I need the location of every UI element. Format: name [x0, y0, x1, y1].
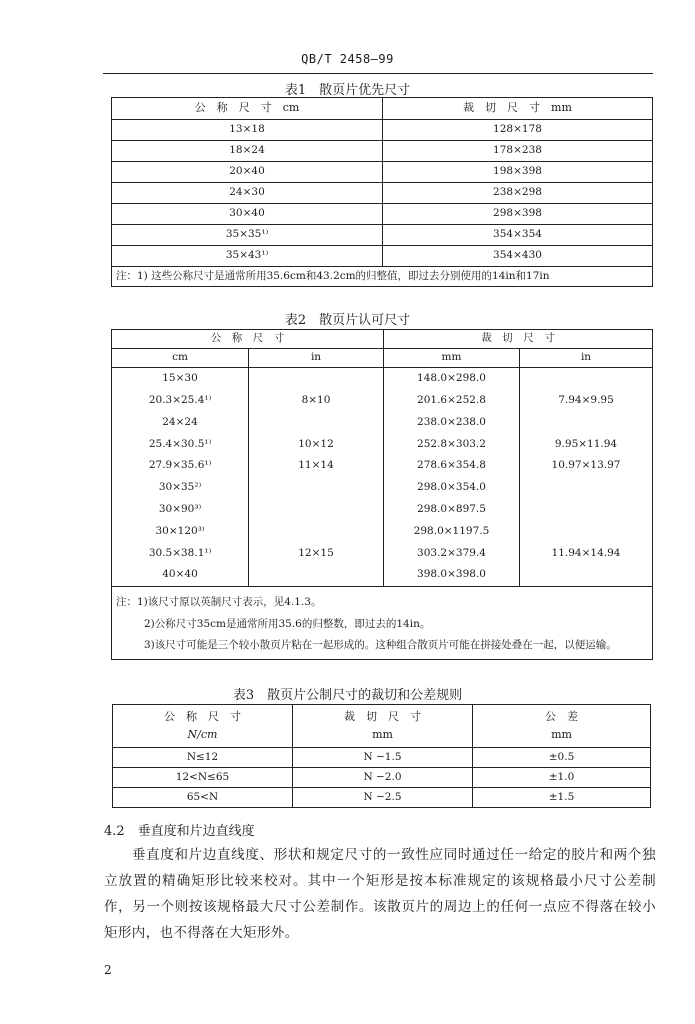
table3-cell: N −1.5: [293, 748, 473, 768]
table2-cell: 148.0×298.0: [384, 368, 520, 390]
table2-cell: [520, 499, 653, 521]
table2-note-2: 2)公称尺寸35cm是通常所用35.6的归整数，即过去的14in。: [144, 617, 431, 630]
table2-caption: 表2 散页片认可尺寸: [284, 313, 411, 328]
table1-cell: 13×18: [112, 120, 383, 141]
table2-cell: [249, 368, 384, 390]
table2-cell: 398.0×398.0: [384, 564, 520, 586]
table2-cell: [249, 521, 384, 543]
page-number: 2: [104, 963, 112, 977]
table3-caption: 表3 散页片公制尺寸的裁切和公差规则: [232, 688, 463, 703]
table2-group-cut: 裁 切 尺 寸: [384, 330, 653, 349]
table3-cell: ±1.0: [473, 768, 651, 788]
table3-header-nominal: 公 称 尺 寸 N/cm: [113, 705, 293, 748]
table1-cell: 35×43¹⁾: [112, 246, 383, 267]
table2-cell: 30.5×38.1¹⁾: [112, 542, 249, 564]
table1-cell: 238×298: [383, 183, 653, 204]
table2-cell: [249, 564, 384, 586]
table1-cell: 128×178: [383, 120, 653, 141]
table2-cell: 15×30: [112, 368, 249, 390]
table1-cell: 198×398: [383, 162, 653, 183]
table2-notes: [112, 586, 653, 659]
table2-cell: [249, 412, 384, 434]
table2-cell: 30×90³⁾: [112, 499, 249, 521]
table3-cell: ±0.5: [473, 748, 651, 768]
table2-cell: [520, 477, 653, 499]
table3-cell: 65<N: [113, 788, 293, 808]
table2-cell: 27.9×35.6¹⁾: [112, 455, 249, 477]
table3: [112, 704, 651, 808]
table1: [111, 97, 653, 287]
table2-cell: [520, 368, 653, 390]
table2-unit: mm: [384, 349, 520, 368]
table2-cell: [520, 564, 653, 586]
table1-note: 注：1) 这些公称尺寸是通常所用35.6cm和43.2cm的归整值，即过去分别使用的14in和17in: [112, 267, 653, 287]
table1-cell: 354×430: [383, 246, 653, 267]
table2-cell: 8×10: [249, 390, 384, 412]
table2-cell: 30×35²⁾: [112, 477, 249, 499]
table2-cell: 9.95×11.94: [520, 433, 653, 455]
table1-cell: 298×398: [383, 204, 653, 225]
table2-cell: 25.4×30.5¹⁾: [112, 433, 249, 455]
table2-cell: 30×120³⁾: [112, 521, 249, 543]
table1-cell: 35×35¹⁾: [112, 225, 383, 246]
table2-cell: 238.0×238.0: [384, 412, 520, 434]
section-title: 4.2 垂直度和片边直线度: [104, 824, 255, 839]
table3-cell: ±1.5: [473, 788, 651, 808]
table2-cell: 24×24: [112, 412, 249, 434]
table3-header-tolerance: 公 差 mm: [473, 705, 651, 748]
table3-cell: N −2.5: [293, 788, 473, 808]
table2-cell: 298.0×354.0: [384, 477, 520, 499]
table2-cell: 201.6×252.8: [384, 390, 520, 412]
table1-cell: 178×238: [383, 141, 653, 162]
table1-cell: 24×30: [112, 183, 383, 204]
table2-cell: 10.97×13.97: [520, 455, 653, 477]
table3-cell: N −2.0: [293, 768, 473, 788]
table2-cell: 298.0×1197.5: [384, 521, 520, 543]
table2-cell: 278.6×354.8: [384, 455, 520, 477]
table2-cell: 252.8×303.2: [384, 433, 520, 455]
table2-cell: 20.3×25.4¹⁾: [112, 390, 249, 412]
table2-cell: 40×40: [112, 564, 249, 586]
table2-cell: [249, 499, 384, 521]
table3-cell: 12<N≤65: [113, 768, 293, 788]
table2-cell: 11×14: [249, 455, 384, 477]
table2-unit: in: [520, 349, 653, 368]
table2-cell: 7.94×9.95: [520, 390, 653, 412]
table1-caption: 表1 散页片优先尺寸: [284, 83, 411, 98]
table2-cell: [520, 521, 653, 543]
table2-cell: 12×15: [249, 542, 384, 564]
table1-header-cut: 裁 切 尺 寸 mm: [383, 98, 653, 120]
table2-cell: [520, 412, 653, 434]
table2-cell: 11.94×14.94: [520, 542, 653, 564]
table2-cell: 10×12: [249, 433, 384, 455]
table3-header-cut: 裁 切 尺 寸 mm: [293, 705, 473, 748]
table2-note-3: 3)该尺寸可能是三个较小散页片粘在一起形成的。这种组合散页片可能在拼接处叠在一起，以便运输。: [144, 638, 617, 651]
section-body: 垂直度和片边直线度、形状和规定尺寸的一致性应同时通过任一给定的胶片和两个独立放置的精确矩形比较来校对。其中一个矩形是按本标准规定的该规格最小尺寸公差制作，另一个则按该规格最大尺寸公差制作。该散页片的周边上的任何一点应不得落在较小矩形内，也不得落在大矩形外。: [104, 847, 656, 941]
table2-unit: cm: [112, 349, 249, 368]
standard-header: QB/T 2458—99: [301, 52, 394, 66]
table2-cell: 303.2×379.4: [384, 542, 520, 564]
table1-cell: 18×24: [112, 141, 383, 162]
table2-cell: [249, 477, 384, 499]
table2-unit: in: [249, 349, 384, 368]
table1-cell: 20×40: [112, 162, 383, 183]
table1-cell: 354×354: [383, 225, 653, 246]
header-rule: [103, 73, 653, 74]
table1-cell: 30×40: [112, 204, 383, 225]
table2: [111, 329, 653, 660]
table1-header-nominal: 公 称 尺 寸 cm: [112, 98, 383, 120]
table2-group-nominal: 公 称 尺 寸: [112, 330, 384, 349]
table3-cell: N≤12: [113, 748, 293, 768]
table2-cell: 298.0×897.5: [384, 499, 520, 521]
table2-note-1: 注：1)该尺寸原以英制尺寸表示，见4.1.3。: [116, 595, 322, 608]
